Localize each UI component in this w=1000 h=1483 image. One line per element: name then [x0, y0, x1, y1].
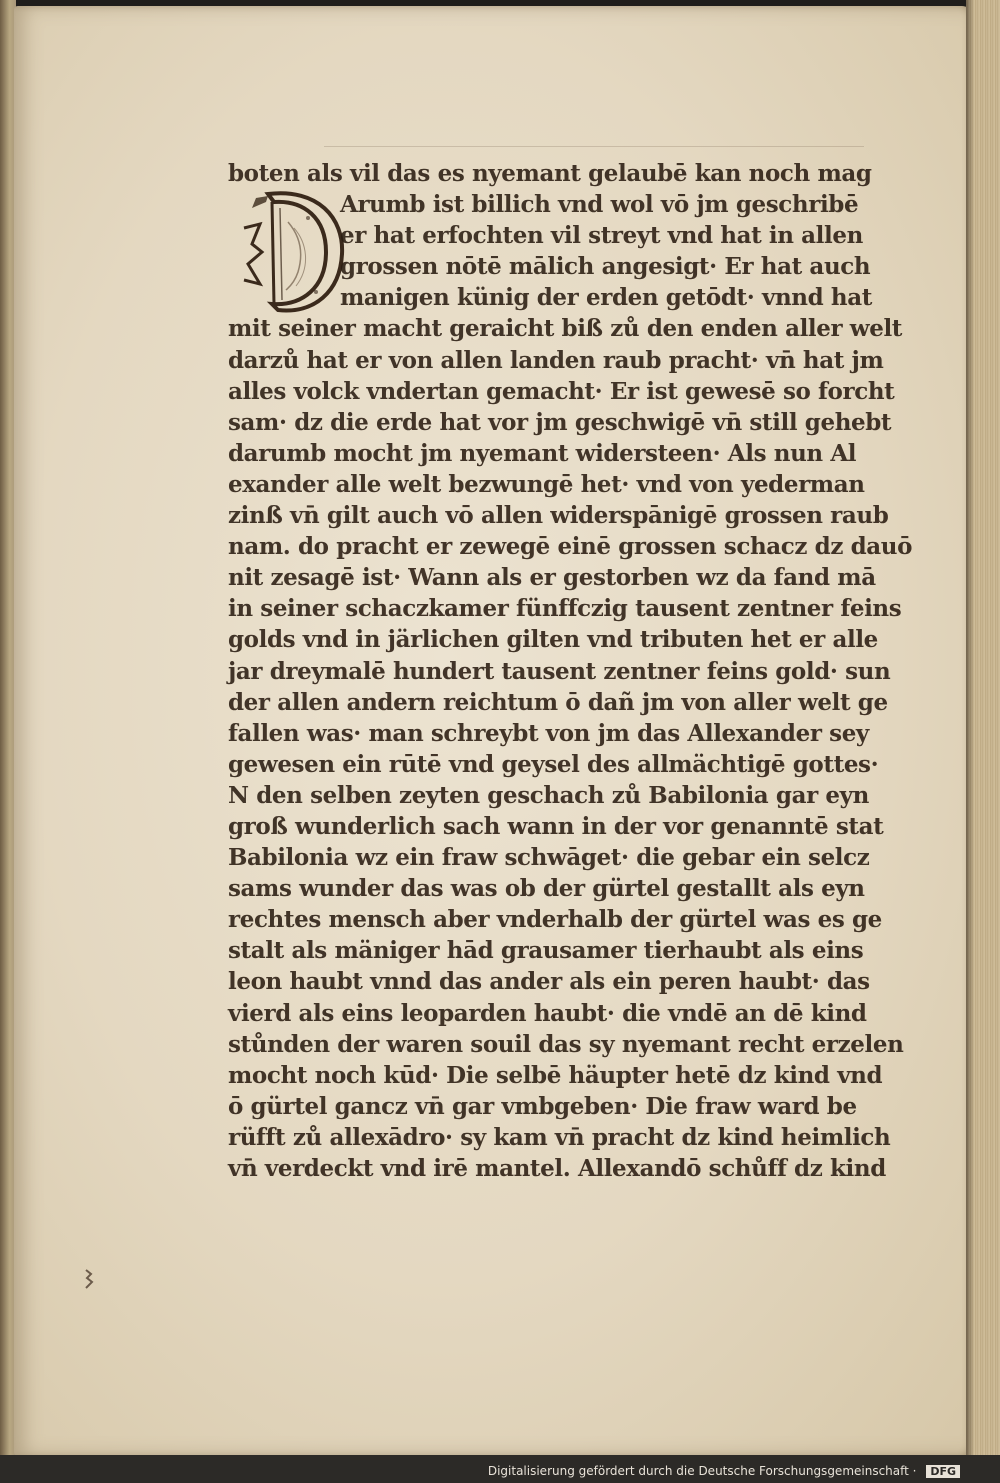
- text-line: grossen nōtē mālich angesigt· Er hat auch: [340, 253, 871, 281]
- text-line: ō gürtel gancz vn̄ gar vmbgeben· Die fraw ward be: [228, 1092, 857, 1120]
- text-line: rüfft zů allexādro· sy kam vn̄ pracht dz kind heimlich: [228, 1123, 891, 1151]
- text-line: vn̄ verdeckt vnd irē mantel. Allexandō schůff dz kind: [228, 1155, 886, 1182]
- text-line: gewesen ein rūtē vnd geysel des allmächtigē gottes·: [228, 750, 879, 778]
- text-line: nit zesagē ist· Wann als er gestorben wz da fand mā: [228, 564, 876, 592]
- text-line: manigen künig der erden getōdt· vnnd hat: [340, 284, 872, 312]
- text-line: vierd als eins leoparden haubt· die vndē an dē kind: [228, 999, 867, 1027]
- page-ruling-line: [324, 146, 864, 147]
- text-line: exander alle welt bezwungē het· vnd von yederman: [228, 470, 865, 498]
- text-line: stalt als mäniger hād grausamer tierhaubt als eins: [228, 937, 864, 965]
- text-line: der allen andern reichtum ō dañ jm von aller welt ge: [228, 688, 888, 716]
- text-line: er hat erfochten vil streyt vnd hat in allen: [340, 222, 863, 250]
- margin-ink-mark: [82, 1268, 96, 1290]
- text-line: Babilonia wz ein fraw schwāget· die gebar ein selcz: [228, 844, 870, 872]
- text-line: sam· dz die erde hat vor jm geschwigē vn̄ still gehebt: [228, 408, 892, 436]
- page-text: [228, 158, 913, 1184]
- text-line: jar dreymalē hundert tausent zentner feins gold· sun: [228, 657, 891, 685]
- text-line: darzů hat er von allen landen raub pracht· vn̄ hat jm: [228, 346, 884, 374]
- text-line: in seiner schaczkamer fünffczig tausent zentner feins: [228, 595, 902, 623]
- text-line: darumb mocht jm nyemant widersteen· Als nun Al: [228, 439, 857, 467]
- page-fore-edge: [966, 0, 1000, 1483]
- text-line: Arumb ist billich vnd wol vō jm geschribē: [340, 191, 859, 219]
- footer-credit: [488, 1464, 960, 1478]
- text-line: rechtes mensch aber vnderhalb der gürtel was es ge: [228, 906, 882, 934]
- footer-band: [0, 1455, 1000, 1483]
- text-line: zinß vn̄ gilt auch vō allen widerspānigē grossen raub: [228, 502, 889, 530]
- text-line: leon haubt vnnd das ander als ein peren haubt· das: [228, 968, 870, 996]
- text-line: alles volck vndertan gemacht· Er ist gewesē so forcht: [228, 377, 895, 405]
- text-line: mit seiner macht geraicht biß zů den enden aller welt: [228, 315, 902, 343]
- text-line: stůnden der waren souil das sy nyemant recht erzelen: [228, 1030, 904, 1058]
- text-line: golds vnd in järlichen gilten vnd tributen het er alle: [228, 626, 878, 654]
- text-line: nam. do pracht er zewegē einē grossen schacz dz dauō: [228, 533, 913, 561]
- text-line: boten als vil das es nyemant gelaubē kan noch mag: [228, 160, 872, 187]
- text-line: groß wunderlich sach wann in der vor genanntē stat: [228, 812, 884, 840]
- text-line: sams wunder das was ob der gürtel gestallt als eyn: [228, 875, 865, 903]
- text-line: fallen was· man schreybt von jm das Allexander sey: [228, 719, 869, 747]
- text-line: mocht noch kūd· Die selbē häupter hetē dz kind vnd: [228, 1061, 883, 1089]
- footer-credit-text: Digitalisierung gefördert durch die Deutsche Forschungsgemeinschaft ·: [487, 1464, 917, 1478]
- text-line: N den selben zeyten geschach zů Babilonia gar eyn: [228, 781, 869, 809]
- text-block: [228, 158, 913, 1182]
- dfg-logo: DFG: [926, 1465, 960, 1478]
